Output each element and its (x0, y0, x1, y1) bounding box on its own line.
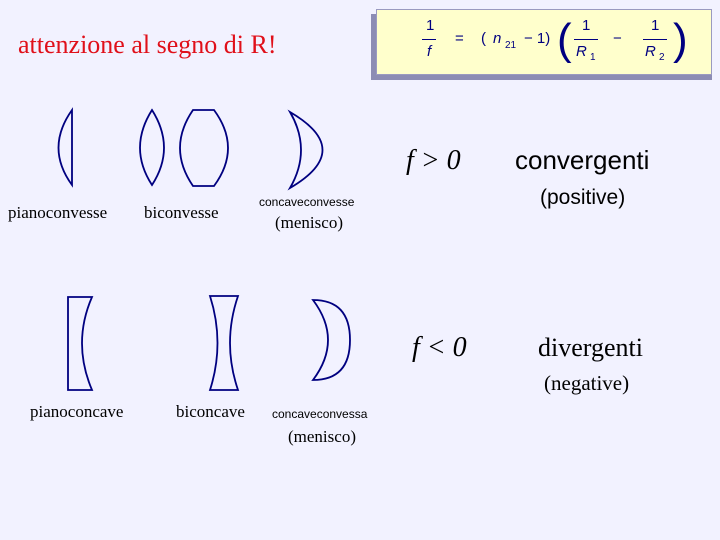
label-pianoconvesse: pianoconvesse (8, 203, 108, 222)
formula-lhs-denominator: f (427, 43, 432, 60)
lens-menisco-convergente (290, 112, 323, 188)
lens-biconvessa (140, 110, 164, 185)
formula-big-close-paren: ) (673, 15, 688, 64)
diverging-label: divergenti (538, 333, 643, 362)
formula-big-open-paren: ( (557, 15, 572, 64)
converging-condition: f > 0 (406, 145, 461, 176)
diverging-condition: f < 0 (412, 332, 467, 363)
formula-r2-subscript: 2 (659, 52, 665, 63)
converging-label: convergenti (515, 145, 650, 175)
label-concaveconvesse: concaveconvesse (259, 195, 355, 209)
formula-index-n: n (493, 30, 502, 47)
lens-biconvessa-wide (180, 110, 228, 186)
label-pianoconcave: pianoconcave (30, 402, 124, 421)
formula-equals: = (455, 30, 464, 47)
formula-r1: R (576, 43, 587, 60)
formula-r2-numerator: 1 (651, 17, 660, 34)
label-menisco-bottom: (menisco) (288, 427, 356, 446)
formula-minus-one: − 1) (524, 30, 551, 47)
formula-r2: R (645, 43, 656, 60)
label-concaveconvessa: concaveconvessa (272, 407, 368, 421)
lens-pianoconvessa (59, 110, 73, 185)
lens-pianoconcava (68, 297, 92, 390)
diverging-sign: (negative) (544, 371, 630, 395)
label-menisco-top: (menisco) (275, 213, 343, 232)
label-biconcave: biconcave (176, 402, 245, 421)
formula-open-paren: ( (481, 30, 486, 47)
lens-biconcava (210, 296, 238, 390)
converging-sign: (positive) (540, 186, 626, 209)
formula-index-subscript: 21 (505, 40, 517, 51)
formula-lhs-numerator: 1 (426, 17, 435, 34)
slide-title: attenzione al segno di R! (18, 30, 277, 59)
formula-r1-numerator: 1 (582, 17, 591, 34)
label-biconvesse: biconvesse (144, 203, 219, 222)
formula-r1-subscript: 1 (590, 52, 596, 63)
lens-menisco-divergente (313, 300, 350, 380)
formula-minus: − (613, 30, 622, 47)
